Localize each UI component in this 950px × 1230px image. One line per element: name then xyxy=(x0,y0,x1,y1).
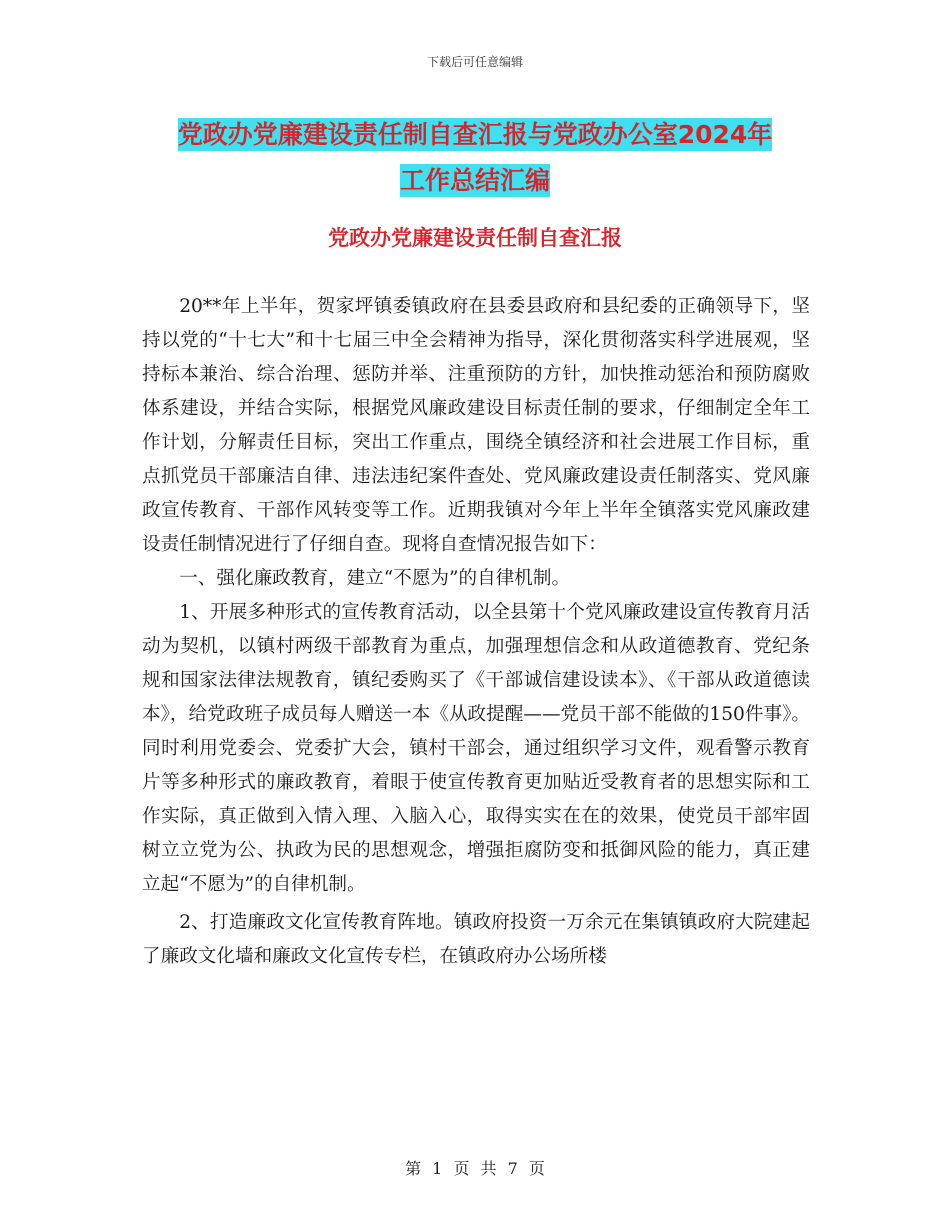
paragraph: 20**年上半年，贺家坪镇委镇政府在县委县政府和县纪委的正确领导下，坚持以党的“十七大”和十七届三中全会精神为指导，深化贯彻落实科学进展观，坚持标本兼治、综合治理、惩防并举、注重预防的方针，加快推动惩治和预防腐败体系建设，并结合实际，根据党风廉政建设目标责任制的要求，仔细制定全年工作计划，分解责任目标，突出工作重点，围绕全镇经济和社会进展工作目标，重点抓党员干部廉洁自律、违法违纪案件查处、党风廉政建设责任制落实、党风廉政宣传教育、干部作风转变等工作。近期我镇对今年上半年全镇落实党风廉政建设责任制情况进行了仔细自查。现将自查情况报告如下： xyxy=(142,296,810,555)
paragraph: 2、打造廉政文化宣传教育阵地。镇政府投资一万余元在集镇镇政府大院建起了廉政文化墙和廉政文化宣传专栏，在镇政府办公场所楼 xyxy=(142,912,810,967)
document-title xyxy=(0,112,950,204)
page-footer: 第 1 页 共 7 页 xyxy=(405,1159,545,1178)
paragraph-heading: 一、强化廉政教育，建立“不愿为”的自律机制。 xyxy=(179,568,571,589)
header-note: 下载后可任意编辑 xyxy=(426,55,523,69)
document-body xyxy=(142,290,810,974)
paragraph: 1、开展多种形式的宣传教育活动，以全县第十个党风廉政建设宣传教育月活动为契机，以镇村两级干部教育为重点，加强理想信念和从政道德教育、党纪条规和国家法律法规教育，镇纪委购买了《干部诚信建设读本》、《干部从政道德读本》，给党政班子成员每人赠送一本《从政提醒——党员干部不能做的150件事》。同时利用党委会、党委扩大会，镇村干部会，通过组织学习文件，观看警示教育片等多种形式的廉政教育，着眼于使宣传教育更加贴近受教育者的思想实际和工作实际，真正做到入情入理、入脑入心，取得实实在在的效果，使党员干部牢固树立立党为公、执政为民的思想观念，增强拒腐防变和抵御风险的能力，真正建立起“不愿为”的自律机制。 xyxy=(142,602,810,895)
title-line-1: 党政办党廉建设责任制自查汇报与党政办公室2024年 xyxy=(177,120,773,149)
section-title: 党政办党廉建设责任制自查汇报 xyxy=(328,226,622,250)
title-line-2: 工作总结汇编 xyxy=(399,166,550,195)
